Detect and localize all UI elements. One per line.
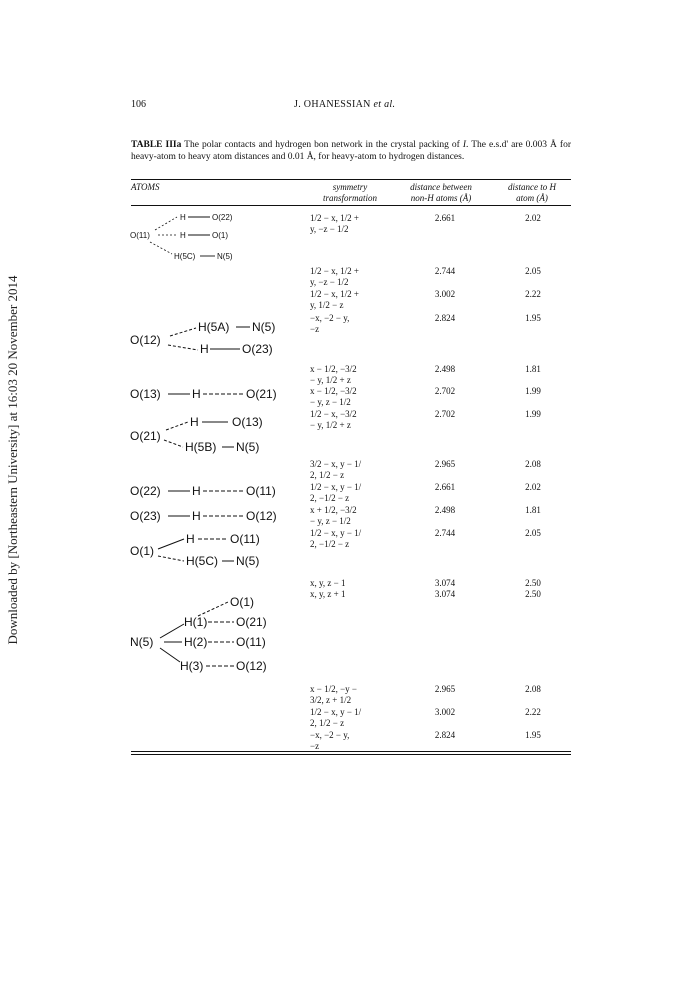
nonh-distance: 3.074 [434,589,456,599]
o1-o-top: O(11) [230,532,260,546]
h-distance: 2.50 [525,578,541,588]
o21-n-bot: N(5) [236,440,260,454]
nonh-distance: 2.744 [434,266,456,276]
n5-h2: H(2) [184,635,208,649]
diagram-o13 [128,384,298,404]
nonh-distance: 3.002 [434,707,456,717]
n5-o11: O(11) [236,635,266,649]
h-distance: 2.22 [525,707,541,717]
table-row: x − 1/2, −3/2 − y, 1/2 + z [310,364,357,385]
diagram-o23 [128,506,298,526]
nonh-distance: 3.002 [434,289,456,299]
header-symmetry [300,182,400,204]
n5-h3: H(3) [180,659,204,673]
n5-o12: O(12) [236,659,267,673]
table-caption [131,139,571,163]
o12-h-bot: H [200,342,209,356]
table-row: 1/2 − x, y − 1/ 2, −1/2 − z [310,482,362,503]
o13-o-right: O(21) [246,387,277,401]
o11-h-mid: H [180,231,186,240]
table-row: x + 1/2, −3/2 − y, z − 1/2 [310,505,357,526]
diagram-o12 [128,312,298,362]
h-distance: 2.22 [525,289,541,299]
nonh-distance: 2.702 [434,386,456,396]
caption-rest: . The e.s.d' are 0.003 Å for heavy-atom to heavy atom distances and 0.01 Å, for heavy-atom to hydrogen distances. [131,140,571,162]
download-watermark [2,180,24,740]
o21-h-bot: H(5B) [185,440,217,454]
nonh-distance: 2.702 [434,409,456,419]
header-nonh-distance [400,182,482,204]
o22-o-right: O(11) [246,484,276,498]
o12-center: O(12) [130,333,161,347]
running-head-etal: et al. [373,99,396,110]
o13-o-left: O(13) [130,387,161,401]
nonh-distance: 2.965 [434,459,456,469]
header-toh-line2: atom (Å) [516,193,548,203]
nonh-distance: 2.498 [434,505,456,515]
o11-n-bot: N(5) [217,252,233,261]
header-nonh-line2: non-H atoms (Å) [410,193,472,203]
header-atoms: ATOMS [131,182,160,192]
download-note: Downloaded by [Northeastern University] at 16:03 20 November 2014 [5,275,20,645]
o1-center: O(1) [130,544,154,558]
h-distance: 1.99 [525,409,541,419]
n5-o-top: O(1) [230,595,254,609]
h-distance: 1.95 [525,730,541,740]
o11-h-top: H [180,213,186,222]
table-header-rule [131,205,571,206]
table-row: 1/2 − x, 1/2 + y, −z − 1/2 [310,213,359,234]
o21-o-top: O(13) [232,415,263,429]
header-toh-line1: distance to H [508,182,556,192]
o11-o-top: O(22) [212,213,233,222]
diagram-o22 [128,481,298,501]
table-label: TABLE IIIa [131,140,182,150]
diagram-o1 [128,529,298,573]
h-distance: 2.08 [525,684,541,694]
nonh-distance: 2.824 [434,313,456,323]
n5-h1: H(1) [184,615,208,629]
h-distance: 1.99 [525,386,541,396]
h-distance: 2.02 [525,213,541,223]
h-distance: 2.05 [525,528,541,538]
h-distance: 2.02 [525,482,541,492]
nonh-distance: 2.965 [434,684,456,694]
table-row: x − 1/2, −y − 3/2, z + 1/2 [310,684,357,705]
nonh-distance: 2.744 [434,528,456,538]
table-row: 1/2 − x, y − 1/ 2, 1/2 − z [310,707,362,728]
caption-text: The polar contacts and hydrogen bon network in the crystal packing of [184,140,460,150]
o11-h-bot: H(5C) [174,252,196,261]
table-row: 1/2 − x, 1/2 + y, 1/2 − z [310,289,359,310]
table-bottom-rule [131,751,571,752]
o12-h-top: H(5A) [198,320,230,334]
o1-h-top: H [186,532,195,546]
table-row: 1/2 − x, y − 1/ 2, −1/2 − z [310,528,362,549]
o22-o-left: O(22) [130,484,161,498]
running-head [294,99,395,110]
o12-n-top: N(5) [252,320,276,334]
table-row: x, y, z + 1 [310,589,346,599]
diagram-o11 [128,207,298,267]
nonh-distance: 2.498 [434,364,456,374]
o23-o-right: O(12) [246,509,277,523]
h-distance: 2.05 [525,266,541,276]
o13-h: H [192,387,201,401]
o11-o-mid: O(1) [212,231,228,240]
o11-center: O(11) [130,231,150,240]
diagram-n5 [128,588,298,680]
table-row: x, y, z − 1 [310,578,346,588]
h-distance: 1.95 [525,313,541,323]
running-head-authors: J. OHANESSIAN [294,99,371,110]
h-distance: 1.81 [525,505,541,515]
table-row: −x, −2 − y, −z [310,313,350,334]
table-row: −x, −2 − y, −z [310,730,350,751]
nonh-distance: 3.074 [434,578,456,588]
o1-n-bot: N(5) [236,554,260,568]
o23-h: H [192,509,201,523]
o22-h: H [192,484,201,498]
n5-o21: O(21) [236,615,267,629]
header-symmetry-line1: symmetry [332,182,368,192]
table-row: x − 1/2, −3/2 − y, z − 1/2 [310,386,357,407]
o12-o-bot: O(23) [242,342,273,356]
o21-h-top: H [190,415,199,429]
table-bottom-rule-2 [131,754,571,755]
n5-center: N(5) [130,635,154,649]
o23-o-left: O(23) [130,509,161,523]
diagram-o21 [128,414,298,456]
o1-h-bot: H(5C) [186,554,218,568]
table-top-rule [131,179,571,180]
h-distance: 1.81 [525,364,541,374]
nonh-distance: 2.824 [434,730,456,740]
h-distance: 2.08 [525,459,541,469]
table-row: 1/2 − x, 1/2 + y, −z − 1/2 [310,266,359,287]
table-row: 1/2 − x, −3/2 − y, 1/2 + z [310,409,357,430]
nonh-distance: 2.661 [434,482,456,492]
nonh-distance: 2.661 [434,213,456,223]
page-number: 106 [131,99,146,110]
compound-label: I [462,140,466,150]
header-nonh-line1: distance between [410,182,472,192]
header-h-distance [492,182,572,204]
table-row: 3/2 − x, y − 1/ 2, 1/2 − z [310,459,362,480]
header-symmetry-line2: transformation [322,193,377,203]
o21-center: O(21) [130,429,161,443]
h-distance: 2.50 [525,589,541,599]
